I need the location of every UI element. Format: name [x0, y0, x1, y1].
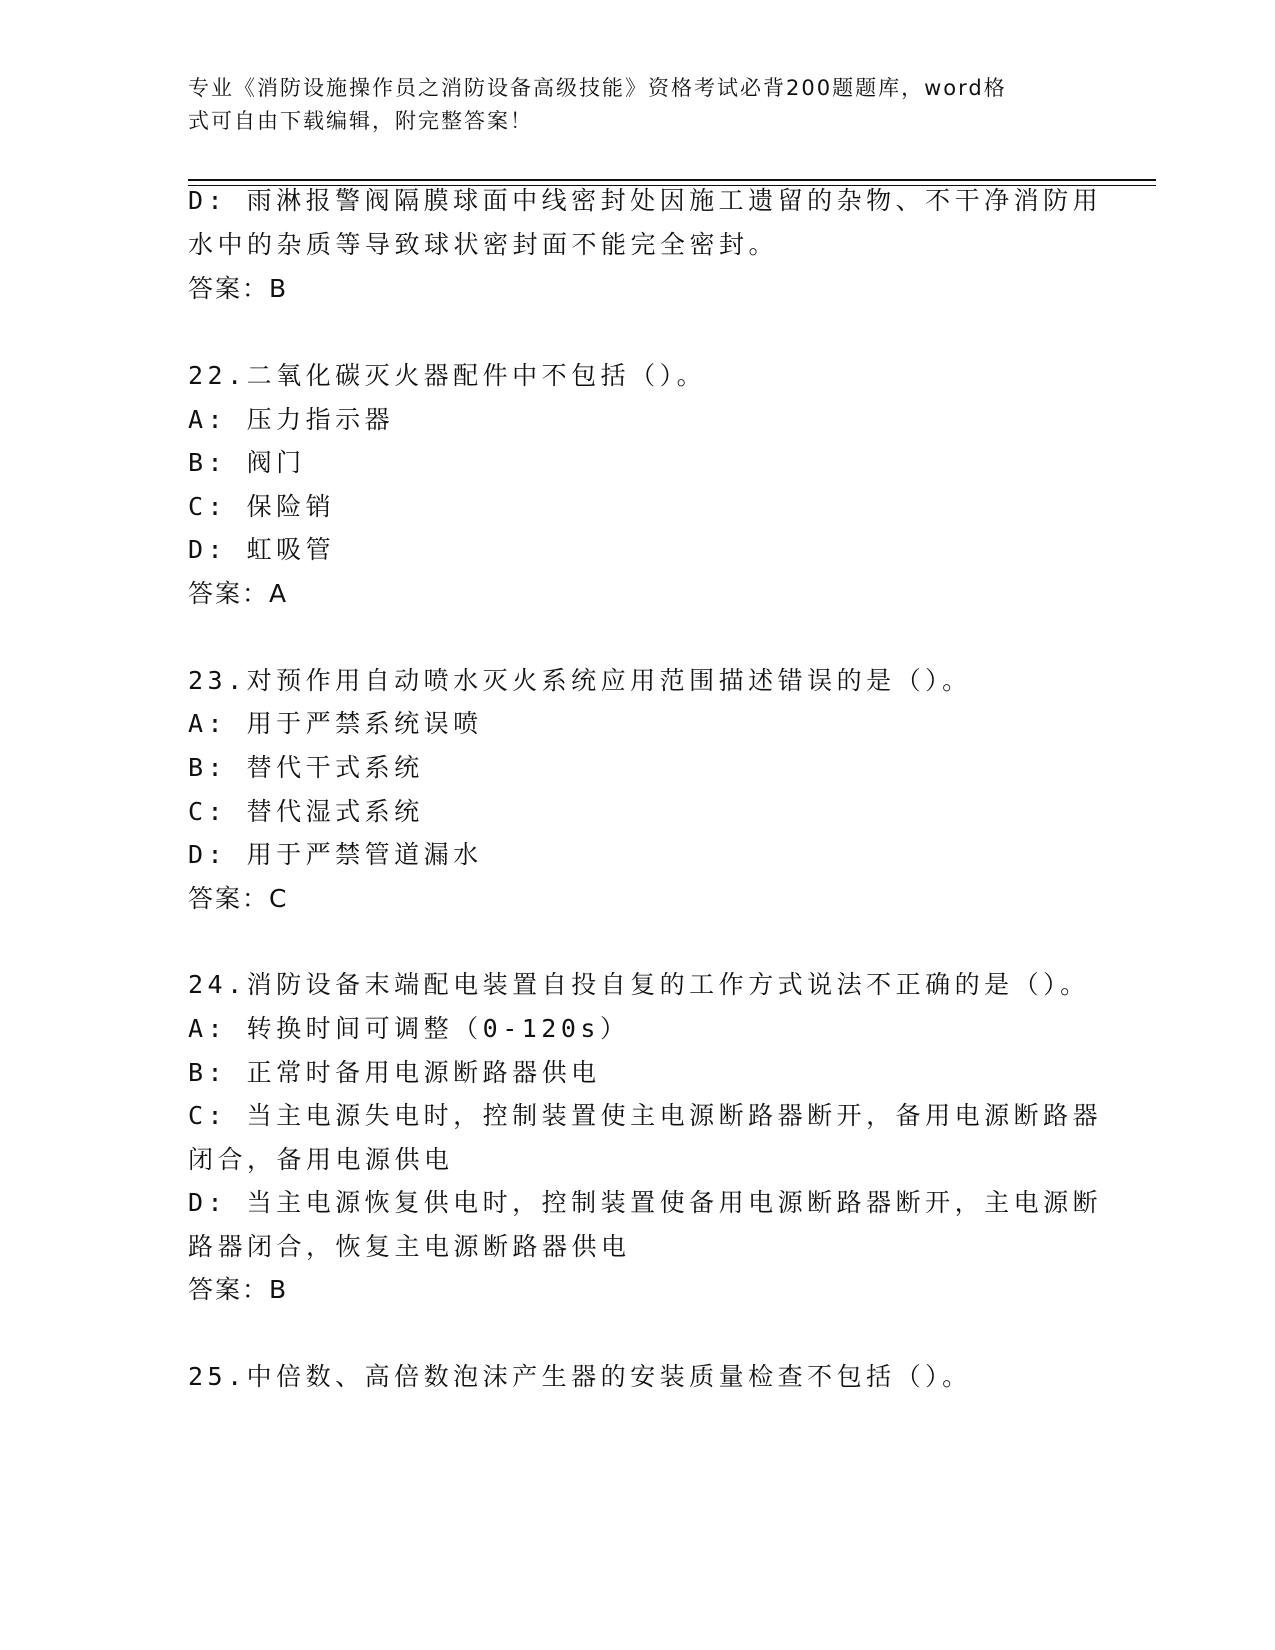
q23-answer: 答案：C — [188, 884, 289, 913]
q23-option-c: C: 替代湿式系统 — [188, 797, 424, 826]
q25-stem: 25.中倍数、高倍数泡沫产生器的安装质量检查不包括（）。 — [188, 1362, 972, 1391]
q22-stem: 22.二氧化碳灭火器配件中不包括（）。 — [188, 361, 707, 390]
header-title-line-1: 专业《消防设施操作员之消防设备高级技能》资格考试必背200题题库，word格 — [188, 76, 1007, 100]
q23-option-b: B: 替代干式系统 — [188, 753, 424, 782]
prev-option-d-line-1: D: 雨淋报警阀隔膜球面中线密封处因施工遗留的杂物、不干净消防用 — [188, 186, 1103, 215]
q22-option-c: C: 保险销 — [188, 492, 336, 521]
q22-option-a: A: 压力指示器 — [188, 405, 395, 434]
q23-option-d: D: 用于严禁管道漏水 — [188, 840, 483, 869]
document-header — [188, 72, 1088, 138]
prev-answer: 答案：B — [188, 274, 289, 303]
q24-option-c-line-1: C: 当主电源失电时，控制装置使主电源断路器断开，备用电源断路器 — [188, 1101, 1103, 1130]
q24-stem: 24.消防设备末端配电装置自投自复的工作方式说法不正确的是（）。 — [188, 970, 1090, 999]
q24-answer: 答案：B — [188, 1275, 289, 1304]
header-divider-thick — [188, 179, 1156, 181]
q22-answer: 答案：A — [188, 579, 289, 608]
q22-option-d: D: 虹吸管 — [188, 535, 336, 564]
q24-option-d-line-2: 路器闭合，恢复主电源断路器供电 — [188, 1232, 631, 1261]
q23-stem: 23.对预作用自动喷水灭火系统应用范围描述错误的是（）。 — [188, 666, 972, 695]
q24-option-a: A: 转换时间可调整（0-120s） — [188, 1014, 630, 1043]
q24-option-d-line-1: D: 当主电源恢复供电时，控制装置使备用电源断路器断开，主电源断 — [188, 1188, 1103, 1217]
q24-option-c-line-2: 闭合，备用电源供电 — [188, 1145, 454, 1174]
header-title-line-2: 式可自由下载编辑，附完整答案！ — [188, 109, 533, 133]
prev-option-d-line-2: 水中的杂质等导致球状密封面不能完全密封。 — [188, 230, 779, 259]
q23-option-a: A: 用于严禁系统误喷 — [188, 709, 483, 738]
q24-option-b: B: 正常时备用电源断路器供电 — [188, 1058, 601, 1087]
q22-option-b: B: 阀门 — [188, 448, 306, 477]
